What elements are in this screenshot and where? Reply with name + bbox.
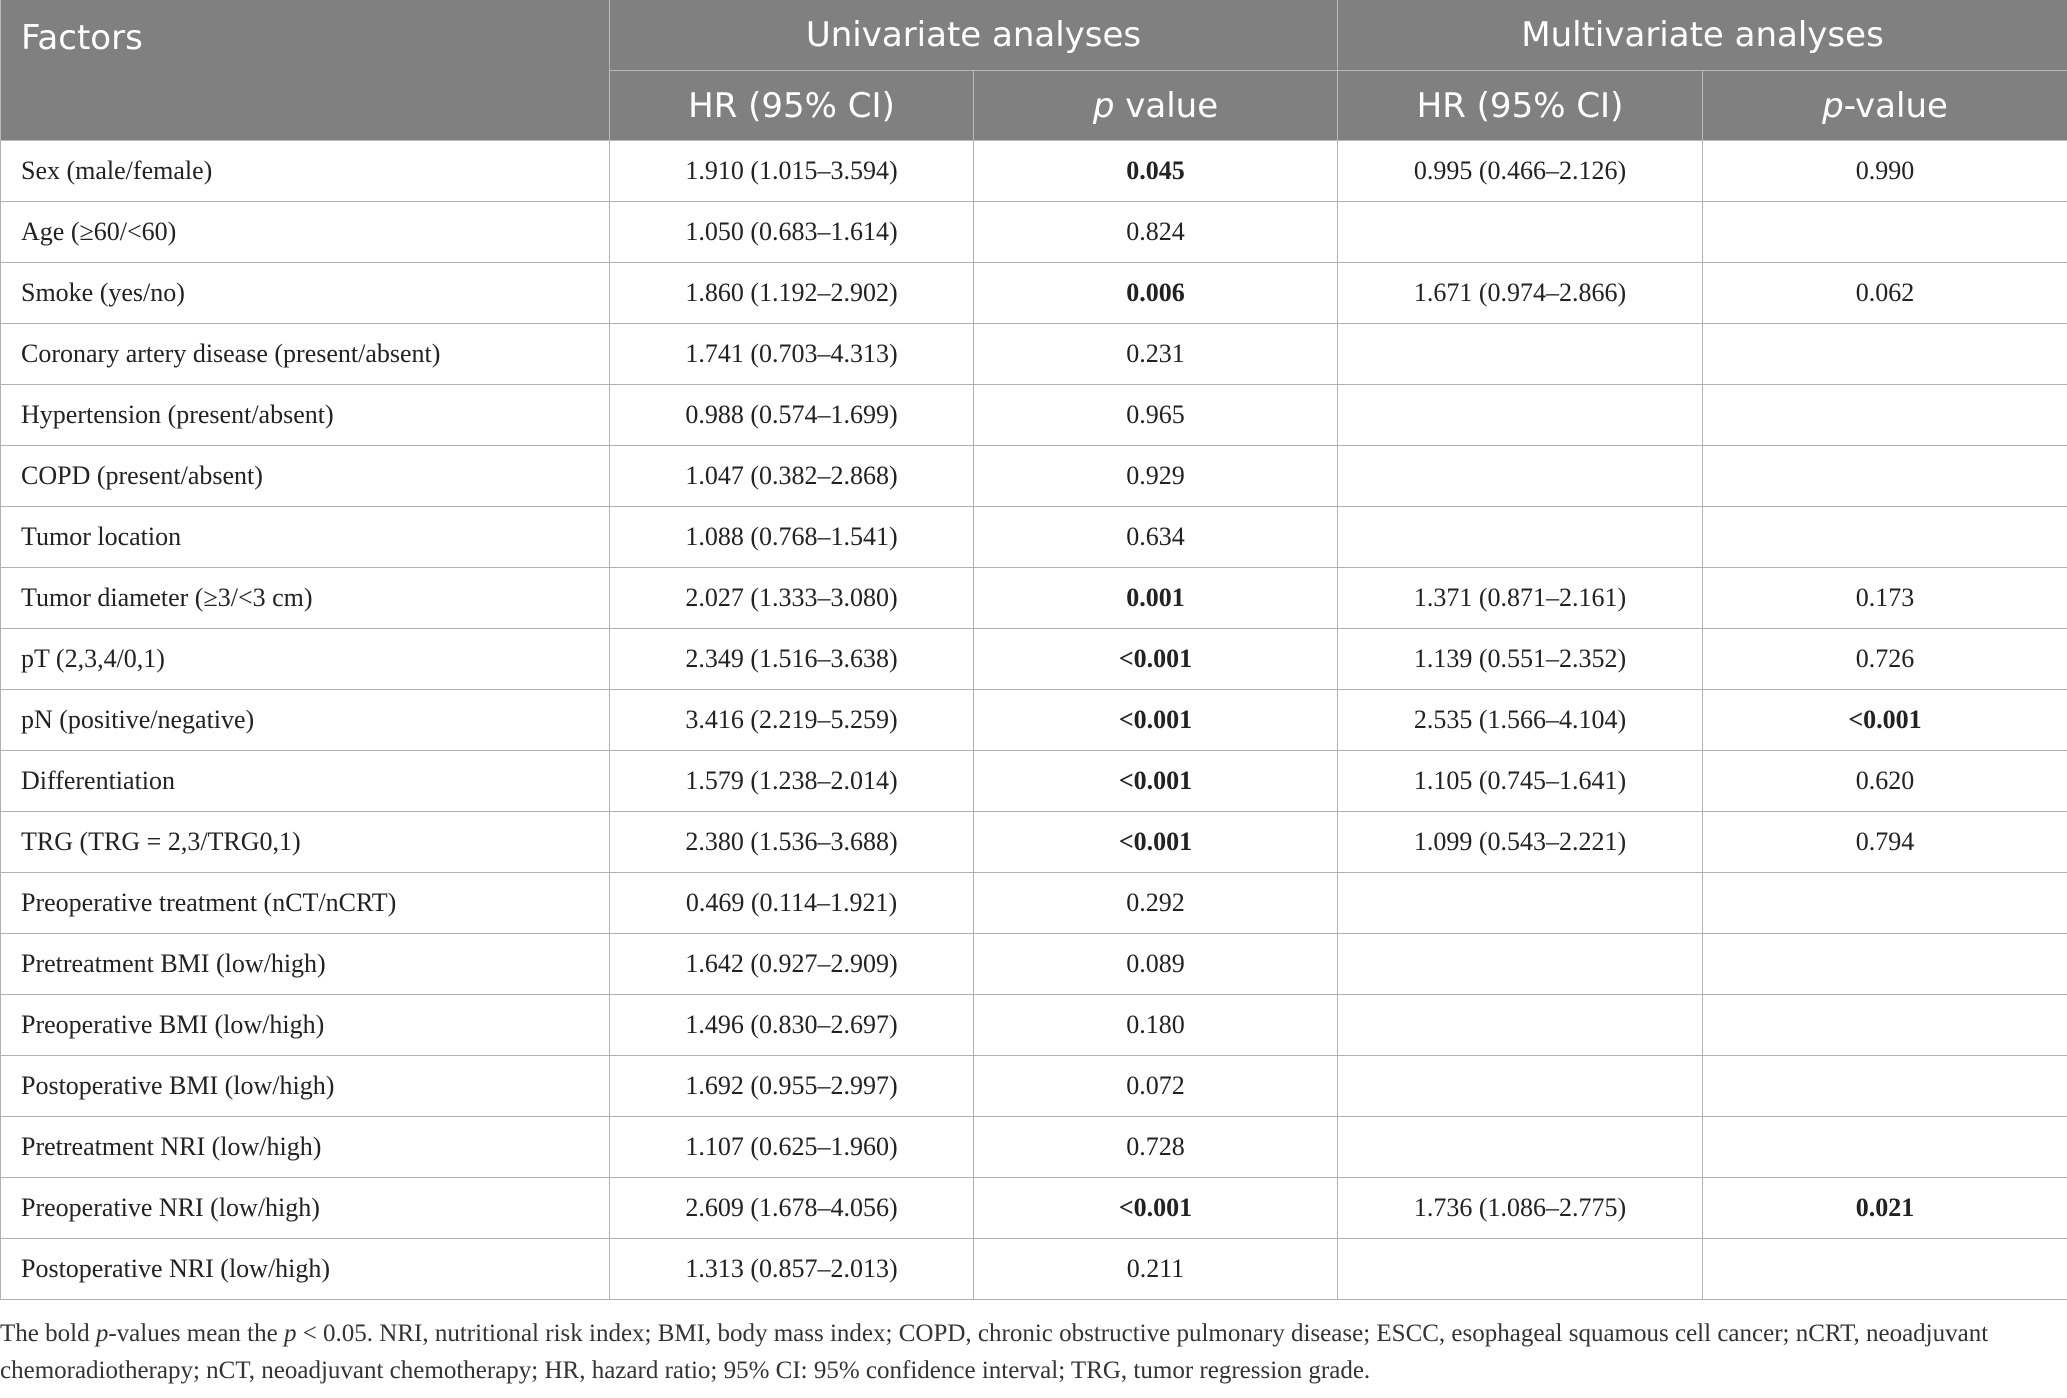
multivariate-p-cell [1703,995,2067,1056]
factor-cell: TRG (TRG = 2,3/TRG0,1) [1,812,610,873]
univariate-hr-cell: 1.107 (0.625–1.960) [610,1117,974,1178]
multivariate-p-cell [1703,446,2067,507]
univariate-p-cell: 0.072 [974,1056,1338,1117]
table-row [1,690,2067,751]
multivariate-hr-cell [1338,202,1703,263]
univariate-hr-cell: 0.988 (0.574–1.699) [610,385,974,446]
factor-cell: Preoperative treatment (nCT/nCRT) [1,873,610,934]
univariate-p-cell: 0.292 [974,873,1338,934]
univariate-hr-cell: 1.860 (1.192–2.902) [610,263,974,324]
factor-cell: Postoperative NRI (low/high) [1,1239,610,1300]
footnote-part5: < 0.05. NRI, nutritional risk index; BMI, body mass index; COPD, chronic obstructive pulmonary disease; ESCC, esophageal squamous cell cancer; nCRT, neoadjuvant chemoradiotherapy; nCT, neoadjuvant chemotherapy; HR, hazard ratio; 95% CI: 95% confidence interval; TRG, tumor regression grade. [0,1320,1989,1384]
multivariate-hr-cell [1338,995,1703,1056]
header-multi-hr: HR (95% CI) [1338,71,1703,141]
table-row [1,751,2067,812]
factor-cell: COPD (present/absent) [1,446,610,507]
multivariate-hr-cell [1338,1056,1703,1117]
multivariate-p-cell: <0.001 [1703,690,2067,751]
univariate-hr-cell: 2.349 (1.516–3.638) [610,629,974,690]
multivariate-hr-cell: 1.736 (1.086–2.775) [1338,1178,1703,1239]
multivariate-p-cell [1703,1239,2067,1300]
multivariate-hr-cell: 0.995 (0.466–2.126) [1338,141,1703,202]
univariate-hr-cell: 1.910 (1.015–3.594) [610,141,974,202]
header-uni-p-rest: value [1114,85,1219,126]
multivariate-hr-cell [1338,873,1703,934]
table-row [1,934,2067,995]
factor-cell: Preoperative NRI (low/high) [1,1178,610,1239]
multivariate-hr-cell: 1.105 (0.745–1.641) [1338,751,1703,812]
univariate-p-cell: 0.089 [974,934,1338,995]
multivariate-p-cell: 0.021 [1703,1178,2067,1239]
univariate-p-cell: <0.001 [974,751,1338,812]
factor-cell: Differentiation [1,751,610,812]
table-row [1,995,2067,1056]
univariate-p-cell: 0.231 [974,324,1338,385]
factor-cell: Hypertension (present/absent) [1,385,610,446]
multivariate-p-cell: 0.990 [1703,141,2067,202]
multivariate-hr-cell: 1.139 (0.551–2.352) [1338,629,1703,690]
multivariate-hr-cell: 1.371 (0.871–2.161) [1338,568,1703,629]
multivariate-p-cell [1703,385,2067,446]
factor-cell: Preoperative BMI (low/high) [1,995,610,1056]
univariate-p-cell: 0.180 [974,995,1338,1056]
table-row [1,629,2067,690]
univariate-hr-cell: 1.088 (0.768–1.541) [610,507,974,568]
header-uni-p [974,71,1338,141]
multivariate-hr-cell: 2.535 (1.566–4.104) [1338,690,1703,751]
table-row [1,324,2067,385]
header-multi-p [1703,71,2067,141]
multivariate-p-cell: 0.173 [1703,568,2067,629]
factor-cell: Coronary artery disease (present/absent) [1,324,610,385]
univariate-p-cell: 0.006 [974,263,1338,324]
factor-cell: Age (≥60/<60) [1,202,610,263]
header-uni-p-italic: p [1092,85,1115,126]
multivariate-p-cell: 0.726 [1703,629,2067,690]
univariate-p-cell: 0.211 [974,1239,1338,1300]
table-header [1,0,2067,141]
header-univariate: Univariate analyses [610,0,1338,71]
univariate-p-cell: 0.634 [974,507,1338,568]
univariate-hr-cell: 0.469 (0.114–1.921) [610,873,974,934]
univariate-p-cell: 0.824 [974,202,1338,263]
multivariate-hr-cell [1338,324,1703,385]
table-row [1,263,2067,324]
multivariate-hr-cell [1338,507,1703,568]
univariate-p-cell: 0.965 [974,385,1338,446]
univariate-p-cell: <0.001 [974,1178,1338,1239]
factor-cell: Postoperative BMI (low/high) [1,1056,610,1117]
multivariate-p-cell [1703,1056,2067,1117]
univariate-p-cell: <0.001 [974,690,1338,751]
univariate-hr-cell: 2.380 (1.536–3.688) [610,812,974,873]
multivariate-hr-cell [1338,385,1703,446]
factor-cell: Sex (male/female) [1,141,610,202]
multivariate-hr-cell: 1.671 (0.974–2.866) [1338,263,1703,324]
multivariate-hr-cell [1338,1239,1703,1300]
univariate-hr-cell: 1.579 (1.238–2.014) [610,751,974,812]
univariate-p-cell: 0.728 [974,1117,1338,1178]
univariate-p-cell: 0.045 [974,141,1338,202]
multivariate-hr-cell [1338,1117,1703,1178]
table-row [1,1178,2067,1239]
footnote-part3: -values mean the [108,1320,284,1347]
table-row [1,812,2067,873]
multivariate-p-cell [1703,934,2067,995]
multivariate-p-cell: 0.062 [1703,263,2067,324]
multivariate-p-cell: 0.620 [1703,751,2067,812]
univariate-p-cell: <0.001 [974,812,1338,873]
table-row [1,1239,2067,1300]
multivariate-hr-cell: 1.099 (0.543–2.221) [1338,812,1703,873]
table-row [1,1056,2067,1117]
table-row [1,141,2067,202]
univariate-hr-cell: 1.642 (0.927–2.909) [610,934,974,995]
univariate-hr-cell: 2.027 (1.333–3.080) [610,568,974,629]
univariate-hr-cell: 1.692 (0.955–2.997) [610,1056,974,1117]
factor-cell: pT (2,3,4/0,1) [1,629,610,690]
header-group-row [1,0,2067,71]
multivariate-p-cell [1703,1117,2067,1178]
multivariate-p-cell [1703,202,2067,263]
univariate-hr-cell: 1.313 (0.857–2.013) [610,1239,974,1300]
univariate-p-cell: 0.929 [974,446,1338,507]
header-multi-p-rest: -value [1843,85,1948,126]
table-row [1,873,2067,934]
factor-cell: Pretreatment BMI (low/high) [1,934,610,995]
multivariate-p-cell [1703,507,2067,568]
univariate-p-cell: <0.001 [974,629,1338,690]
header-factors: Factors [1,0,610,141]
table-row [1,507,2067,568]
table-row [1,385,2067,446]
header-multi-p-italic: p [1822,85,1844,126]
table-row [1,446,2067,507]
univariate-hr-cell: 3.416 (2.219–5.259) [610,690,974,751]
table-row [1,568,2067,629]
factor-cell: pN (positive/negative) [1,690,610,751]
header-multivariate: Multivariate analyses [1338,0,2067,71]
multivariate-p-cell [1703,873,2067,934]
footnote-part2: p [95,1320,109,1347]
table-body [1,141,2067,1300]
footnote-part4: p [283,1320,297,1347]
factor-cell: Tumor diameter (≥3/<3 cm) [1,568,610,629]
multivariate-hr-cell [1338,446,1703,507]
univariate-p-cell: 0.001 [974,568,1338,629]
univariate-hr-cell: 2.609 (1.678–4.056) [610,1178,974,1239]
footnote-part1: The bold [0,1320,96,1347]
header-uni-hr: HR (95% CI) [610,71,974,141]
table-row [1,1117,2067,1178]
univariate-hr-cell: 1.741 (0.703–4.313) [610,324,974,385]
multivariate-hr-cell [1338,934,1703,995]
univariate-hr-cell: 1.047 (0.382–2.868) [610,446,974,507]
table-row [1,202,2067,263]
multivariate-p-cell [1703,324,2067,385]
factor-cell: Pretreatment NRI (low/high) [1,1117,610,1178]
multivariate-p-cell: 0.794 [1703,812,2067,873]
univariate-hr-cell: 1.496 (0.830–2.697) [610,995,974,1056]
univariate-hr-cell: 1.050 (0.683–1.614) [610,202,974,263]
table-footnote [0,1315,2000,1389]
factor-cell: Tumor location [1,507,610,568]
factor-cell: Smoke (yes/no) [1,263,610,324]
